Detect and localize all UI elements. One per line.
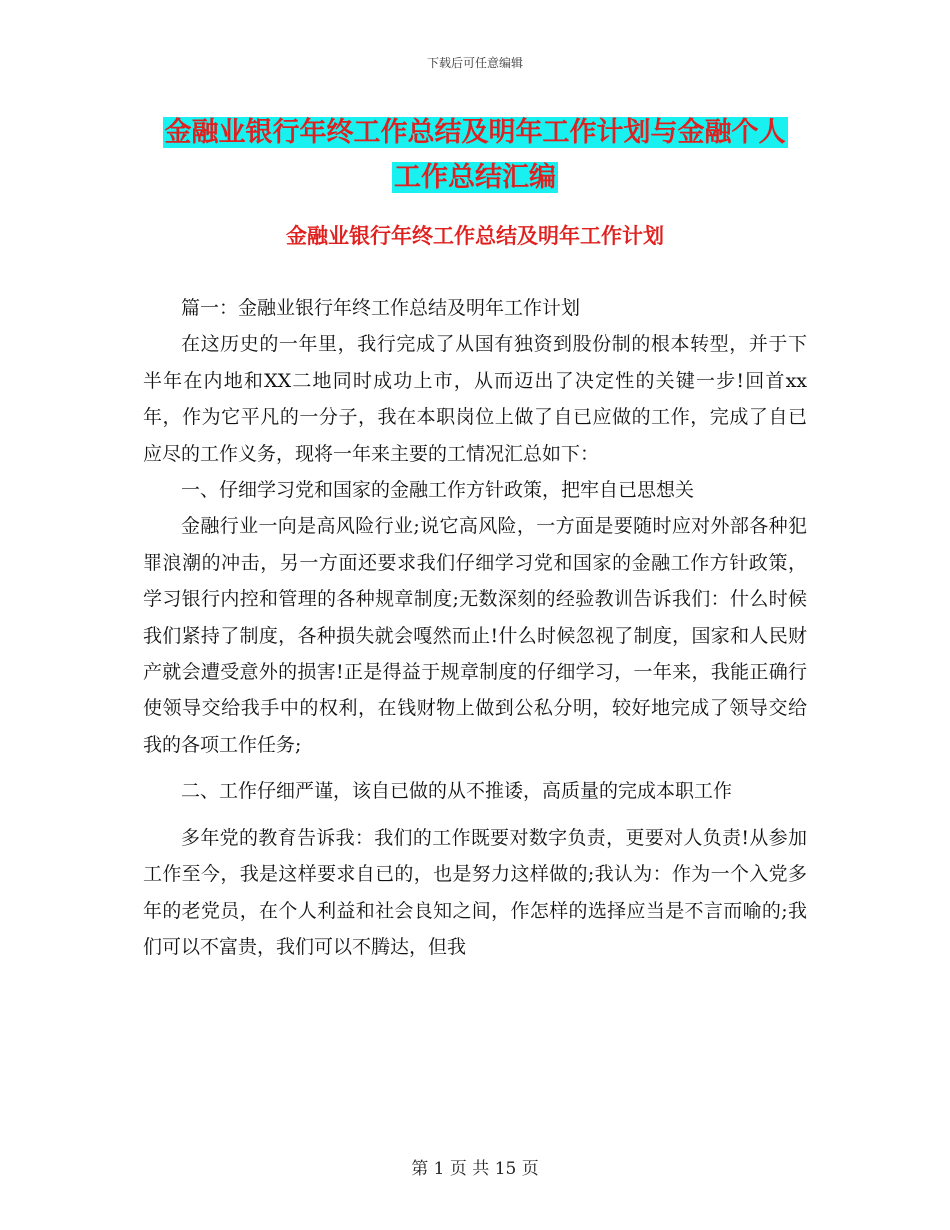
page-number-footer: 第 1 页 共 15 页: [411, 1159, 539, 1179]
paragraph: 在这历史的一年里，我行完成了从国有独资到股份制的根本转型，并于下半年在内地和XX二地同时成功上市，从而迈出了决定性的关键一步!回首xx年，作为它平凡的一分子，我在本职岗位上做了自已应做的工作，完成了自已应尽的工作义务，现将一年来主要的工情况汇总如下：: [143, 333, 807, 465]
title-line-2: 工作总结汇编: [394, 162, 556, 193]
title-line-1: 金融业银行年终工作总结及明年工作计划与金融个人: [164, 117, 786, 148]
paragraph: 二、工作仔细严谨，该自已做的从不推诿，高质量的完成本职工作: [181, 780, 733, 803]
document-body: [143, 290, 807, 965]
paragraph: 金融行业一向是高风险行业;说它高风险，一方面是要随时应对外部各种犯罪浪潮的冲击，另一方面还要求我们仔细学习党和国家的金融工作方针政策，学习银行内控和管理的各种规章制度;无数深刻的经验教训告诉我们：什么时候我们紧持了制度，各种损失就会嘎然而止!什么时候忽视了制度，国家和人民财产就会遭受意外的损害!正是得益于规章制度的仔细学习，一年来，我能正确行使领导交给我手中的权利，在钱财物上做到公私分明，较好地完成了领导交给我的各项工作任务;: [143, 515, 807, 756]
paragraph: 篇一：金融业银行年终工作总结及明年工作计划: [181, 297, 581, 319]
page-header-note: 下载后可任意编辑: [426, 56, 523, 70]
paragraph: 多年党的教育告诉我：我们的工作既要对数字负责，更要对人负责!从参加工作至今，我是这样要求自已的，也是努力这样做的;我认为：作为一个入党多年的老党员，在个人利益和社会良知之间，作怎样的选择应当是不言而喻的;我们可以不富贵，我们可以不腾达，但我: [143, 826, 807, 958]
paragraph: 一、仔细学习党和国家的金融工作方针政策，把牢自已思想关: [181, 479, 695, 502]
section-title: 金融业银行年终工作总结及明年工作计划: [286, 224, 664, 248]
document-title: [0, 110, 950, 200]
